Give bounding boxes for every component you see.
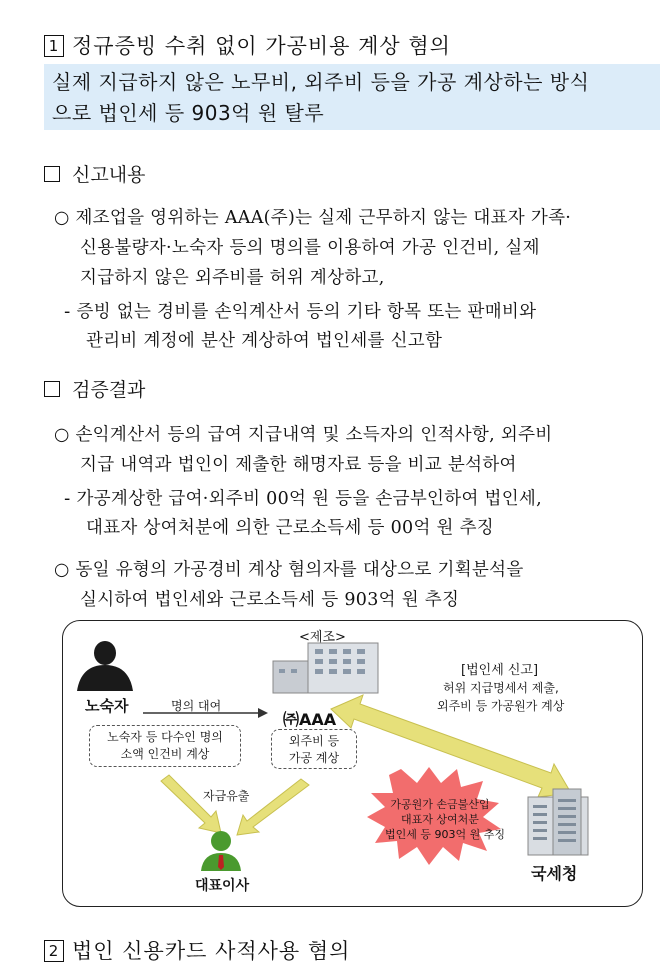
dash-bullet-icon: - xyxy=(64,489,71,509)
burst-line-3: 법인세 등 903억 원 추징 xyxy=(385,828,505,841)
ceo-label: 대표이사 xyxy=(195,878,250,894)
scheme-diagram xyxy=(62,620,643,907)
report-p2-line-2: 관리비 계정에 분산 계상하여 법인세를 신고함 xyxy=(86,331,443,351)
dash-bullet-icon: - xyxy=(64,302,71,322)
circle-bullet-icon: ○ xyxy=(54,425,70,445)
section-1-title xyxy=(44,30,451,60)
homeless-person-icon xyxy=(77,641,133,691)
name-lending-label: 명의 대여 xyxy=(171,699,222,713)
company-name xyxy=(283,707,336,730)
result-p2-line-2: 대표자 상여처분에 의한 근로소득세 등 00억 원 추징 xyxy=(86,518,495,538)
section-2-number: 2 xyxy=(44,940,64,962)
burst-text xyxy=(385,797,505,842)
company-detail-box xyxy=(271,729,357,769)
result-p1-line-1: 손익계산서 등의 급여 지급내역 및 소득자의 인적사항, 외주비 xyxy=(75,425,553,445)
company-box-line-1: 외주비 등 xyxy=(288,734,340,748)
factory-caption: <제조> xyxy=(299,630,346,645)
burst-line-1: 가공원가 손금불산입 xyxy=(390,798,490,811)
summary-line-2: 으로 법인세 등 903억 원 탈루 xyxy=(52,101,325,125)
company-mark: ㈜ xyxy=(283,710,300,729)
result-paragraph-1 xyxy=(54,420,552,450)
homeless-box-line-1: 노숙자 등 다수인 명의 xyxy=(107,730,223,744)
section-1-number: 1 xyxy=(44,35,64,57)
homeless-detail-box xyxy=(89,725,241,767)
company-name-text: AAA xyxy=(299,710,337,729)
circle-bullet-icon: ○ xyxy=(54,560,70,580)
result-p2-line-1: 가공계상한 급여·외주비 00억 원 등을 손금부인하여 법인세, xyxy=(76,489,542,509)
report-p1-line-3: 지급하지 않은 외주비를 허위 계상하고, xyxy=(80,268,385,288)
tax-report-line-2: 외주비 등 가공원가 계상 xyxy=(437,699,565,713)
result-p3-line-1: 동일 유형의 가공경비 계상 혐의자를 대상으로 기획분석을 xyxy=(75,560,524,580)
report-p1-line-1: 제조업을 영위하는 AAA(주)는 실제 근무하지 않는 대표자 가족· xyxy=(75,208,572,228)
result-heading-text: 검증결과 xyxy=(72,379,146,401)
homeless-label: 노숙자 xyxy=(85,697,129,715)
result-p3-line-2: 실시하여 법인세와 근로소득세 등 903억 원 추징 xyxy=(80,590,460,610)
result-p1-line-2: 지급 내역과 법인이 제출한 해명자료 등을 비교 분석하여 xyxy=(80,455,517,475)
square-bullet-icon xyxy=(44,166,60,182)
company-box-line-2: 가공 계상 xyxy=(288,751,340,765)
report-paragraph-2 xyxy=(64,297,536,327)
tax-report-title: [법인세 신고] xyxy=(461,663,539,678)
fund-flow-arrow-icon xyxy=(161,775,309,835)
square-bullet-icon xyxy=(44,381,60,397)
nts-label: 국세청 xyxy=(531,864,578,883)
homeless-box-line-2: 소액 인건비 계상 xyxy=(120,747,210,761)
summary-box xyxy=(44,64,660,130)
ceo-person-icon xyxy=(201,831,241,871)
report-paragraph-1 xyxy=(54,203,571,233)
report-heading xyxy=(44,160,145,187)
summary-line-1: 실제 지급하지 않은 노무비, 외주비 등을 가공 계상하는 방식 xyxy=(52,70,590,94)
report-p1-line-2: 신용불량자·노숙자 등의 명의를 이용하여 가공 인건비, 실제 xyxy=(80,238,540,258)
fund-leak-label: 자금유출 xyxy=(203,789,250,803)
factory-building-icon xyxy=(273,643,378,693)
result-heading xyxy=(44,375,145,402)
section-2-title-text: 법인 신용카드 사적사용 혐의 xyxy=(72,939,351,963)
burst-line-2: 대표자 상여처분 xyxy=(401,813,479,826)
report-p2-line-1: 증빙 없는 경비를 손익계산서 등의 기타 항목 또는 판매비와 xyxy=(76,302,537,322)
section-1-title-text: 정규증빙 수취 없이 가공비용 계상 혐의 xyxy=(72,34,451,58)
circle-bullet-icon: ○ xyxy=(54,208,70,228)
nts-building-icon xyxy=(528,789,588,855)
result-paragraph-3 xyxy=(54,555,524,585)
result-paragraph-2 xyxy=(64,484,542,514)
report-heading-text: 신고내용 xyxy=(72,164,146,186)
section-2-title xyxy=(44,935,350,965)
tax-report-line-1: 허위 지급명세서 제출, xyxy=(443,681,559,695)
